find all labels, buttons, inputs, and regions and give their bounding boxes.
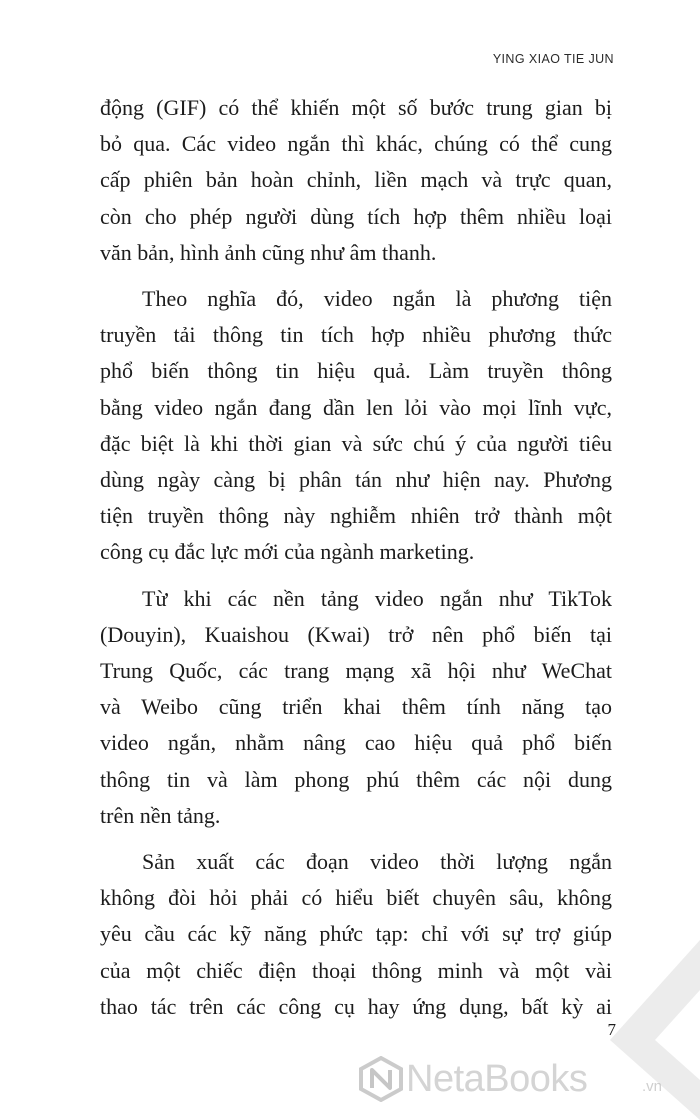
- text-line: video ngắn, nhằm nâng cao hiệu quả phổ biến: [100, 730, 612, 756]
- page-number: 7: [607, 1020, 616, 1039]
- netabooks-logo-icon: [358, 1056, 404, 1102]
- text-line: động (GIF) có thể khiến một số bước trung gian bị: [100, 95, 612, 120]
- watermark-brand: NetaBooks: [406, 1058, 588, 1100]
- text-line: bằng video ngắn đang dần len lỏi vào mọi lĩnh vực,: [100, 394, 612, 420]
- text-line: và Weibo cũng triển khai thêm tính năng tạo: [100, 694, 612, 720]
- paragraph: [100, 90, 612, 271]
- text-line: thông tin và làm phong phú thêm các nội dung: [100, 766, 612, 792]
- paragraph: [100, 281, 612, 571]
- running-head: YING XIAO TIE JUN: [492, 52, 614, 66]
- text-line: Trung Quốc, các trang mạng xã hội như WeChat: [100, 658, 612, 684]
- text-line: đặc biệt là khi thời gian và sức chú ý của người tiêu: [100, 430, 612, 456]
- text-line: Theo nghĩa đó, video ngắn là phương tiện: [142, 286, 612, 312]
- text-line: của một chiếc điện thoại thông minh và một vài: [100, 957, 612, 983]
- text-line: phổ biến thông tin hiệu quả. Làm truyền thông: [100, 358, 612, 384]
- text-line: thao tác trên các công cụ hay ứng dụng, bất kỳ ai: [100, 993, 612, 1019]
- text-line: truyền tải thông tin tích hợp nhiều phương thức: [100, 322, 612, 348]
- text-line: dùng ngày càng bị phân tán như hiện nay. Phương: [100, 467, 612, 493]
- text-line: bỏ qua. Các video ngắn thì khác, chúng có thể cung: [100, 131, 612, 157]
- text-line: còn cho phép người dùng tích hợp thêm nhiều loại: [100, 203, 612, 229]
- watermark-suffix: .vn: [642, 1078, 663, 1095]
- text-line: trên nền tảng.: [100, 802, 221, 828]
- text-line: Từ khi các nền tảng video ngắn như TikTok: [142, 585, 612, 611]
- text-line: cấp phiên bản hoàn chỉnh, liền mạch và trực quan,: [100, 167, 612, 193]
- text-line: không đòi hỏi phải có hiểu biết chuyên sâu, không: [100, 885, 612, 911]
- text-line: văn bản, hình ảnh cũng như âm thanh.: [100, 239, 437, 265]
- paragraph: [100, 581, 612, 834]
- paragraph: [100, 844, 612, 1025]
- text-line: yêu cầu các kỹ năng phức tạp: chỉ với sự trợ giúp: [100, 921, 612, 947]
- watermark: [340, 1040, 700, 1120]
- text-line: công cụ đắc lực mới của ngành marketing.: [100, 539, 475, 565]
- body-text: [100, 90, 612, 1035]
- text-line: tiện truyền thông này nghiễm nhiên trở thành một: [100, 503, 612, 529]
- text-line: Sản xuất các đoạn video thời lượng ngắn: [142, 849, 612, 875]
- text-line: (Douyin), Kuaishou (Kwai) trở nên phổ biến tại: [100, 621, 612, 647]
